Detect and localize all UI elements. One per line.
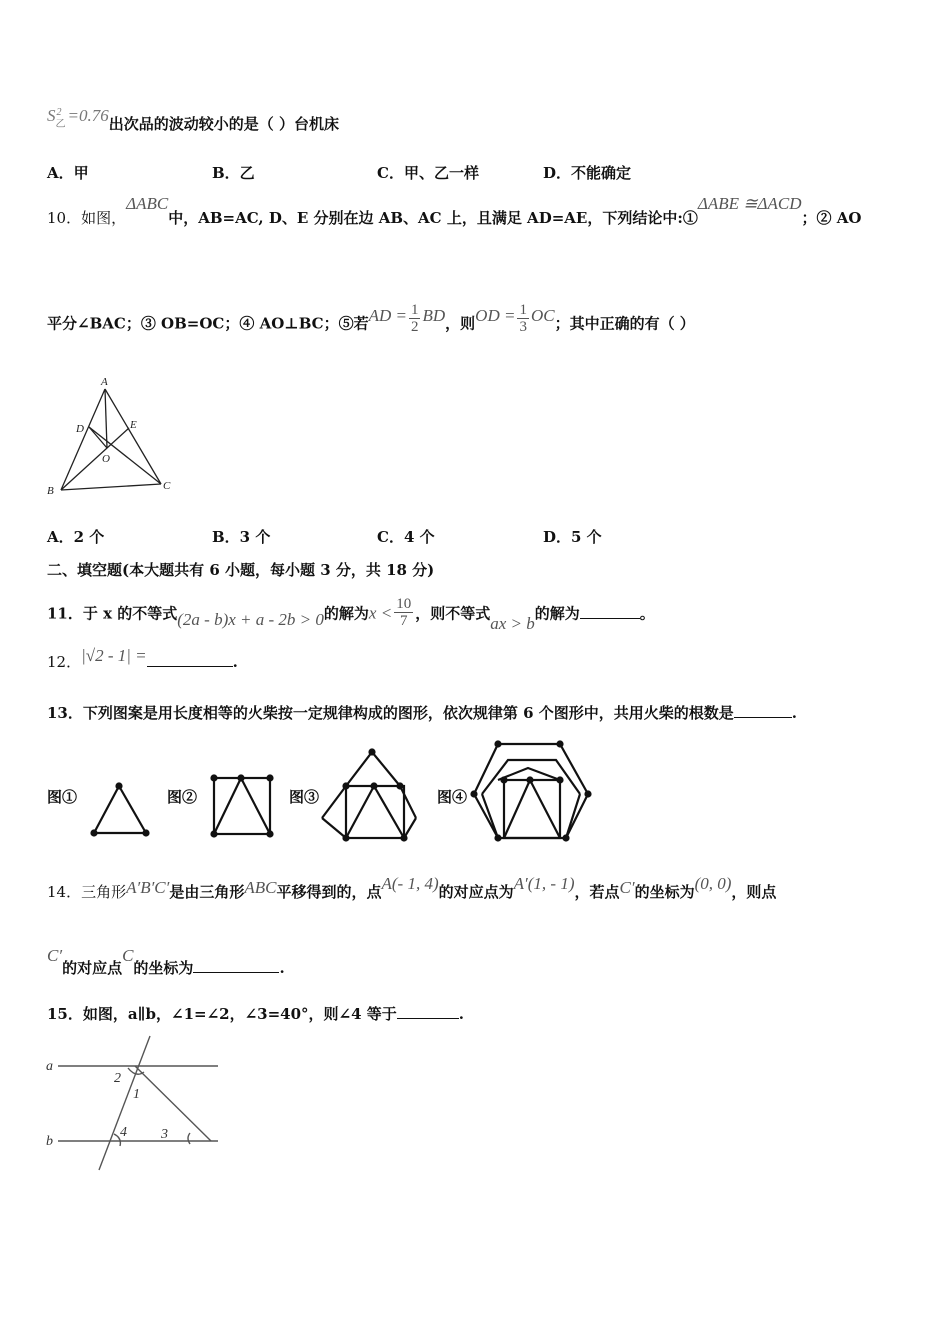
- q10-triangle: ΔABC: [126, 194, 169, 213]
- q9-option-d: D．不能确定: [543, 164, 632, 182]
- label-angle-3: 3: [161, 1127, 168, 1142]
- q11-text-3: ，则不等式: [415, 604, 491, 623]
- q14-text-9: 的坐标为: [133, 959, 194, 977]
- q11-line: [47, 598, 655, 631]
- q14-text-5: ，若点: [574, 883, 620, 901]
- q11-solution-left: x <: [368, 603, 393, 623]
- q10-od-left: OD =: [475, 305, 516, 325]
- matchstick-figure-4: [468, 732, 596, 848]
- label-line-b: b: [46, 1134, 53, 1149]
- label-e: E: [130, 419, 137, 431]
- q10-ad-fraction: $\frac{1}{2}$: [410, 302, 419, 335]
- label-o: O: [102, 453, 110, 465]
- q10-od-fraction: $\frac{1}{3}$: [519, 302, 527, 335]
- q13-label-3: 图③: [289, 788, 320, 806]
- matchstick-figure-2: [208, 772, 280, 840]
- q10-text-1: 中，AB=AC, D、E 分别在边 AB、AC 上，且满足 AD=AE，下列结论中:①: [168, 209, 698, 227]
- q9-option-a: A．甲: [47, 164, 89, 182]
- q10-line-1: [47, 194, 862, 228]
- q14-point-c-prime: C′: [619, 878, 635, 897]
- q11-text-2: 的解为: [323, 604, 369, 623]
- label-a: A: [101, 376, 108, 388]
- q11-solution-fraction: $\frac{10}{7}$: [396, 596, 412, 629]
- q12-number: 12．: [47, 653, 82, 671]
- q12-end: .: [232, 653, 238, 671]
- q14-point-a-prime: A′(1, - 1): [513, 874, 575, 893]
- q14-line-1: [47, 874, 777, 902]
- q14-origin: (0, 0): [694, 874, 732, 893]
- q13-label-2: 图②: [167, 788, 198, 806]
- q10-option-a: A．2 个: [47, 528, 105, 546]
- q11-end: 。: [639, 604, 655, 623]
- q15-end: .: [458, 1005, 465, 1023]
- q10-option-d: D．5 个: [543, 528, 602, 546]
- q15-answer-blank[interactable]: [397, 1004, 459, 1019]
- q9-text: 出次品的波动较小的是（ ）台机床: [108, 115, 339, 133]
- q9-option-b: B．乙: [212, 164, 255, 182]
- q10-option-c: C．4 个: [377, 528, 435, 546]
- matchstick-figure-3: [318, 746, 422, 846]
- q13-label-1: 图①: [47, 788, 78, 806]
- label-c: C: [163, 480, 171, 492]
- q14-line-2: [47, 946, 285, 978]
- variance-symbol: S 2 乙 =0.76: [47, 106, 109, 130]
- q13-end: .: [791, 704, 797, 722]
- q14-text-8: 的对应点: [62, 959, 123, 977]
- q10-congruence: ΔABE ≅ΔACD: [697, 194, 802, 213]
- q11-inequality-2: ax > b: [490, 613, 535, 633]
- q13-answer-blank[interactable]: [734, 703, 792, 718]
- q9-line: [47, 106, 339, 133]
- q11-text-1: 11．于 x 的不等式: [47, 604, 178, 623]
- q11-answer-blank[interactable]: [580, 604, 640, 619]
- q11-text-4: 的解为: [534, 604, 580, 623]
- q10-number: 10．如图，: [47, 209, 127, 227]
- label-angle-2: 2: [114, 1071, 121, 1086]
- label-angle-1: 1: [133, 1087, 140, 1102]
- q15-line: [47, 1004, 464, 1024]
- q12-answer-blank[interactable]: [147, 652, 233, 667]
- q15-parallel-lines-figure: [40, 1034, 226, 1176]
- q11-inequality: (2a - b)x + a - 2b > 0: [177, 609, 324, 629]
- q10-text-5: ；其中正确的有（ ）: [554, 314, 695, 333]
- q13-label-4: 图④: [437, 788, 468, 806]
- q14-point-a: A(- 1, 4): [381, 874, 439, 893]
- q10-text-4: ，则: [445, 314, 476, 333]
- q10-line-2: [47, 302, 695, 341]
- q14-point-c-prime-2: C′: [47, 946, 63, 965]
- q14-triangle-1: A′B′C′: [126, 878, 170, 897]
- q10-option-b: B．3 个: [212, 528, 271, 546]
- q12-line: [47, 646, 238, 672]
- q10-text-3: 平分∠BAC；③ OB=OC；④ AO⊥BC；⑤若: [47, 314, 369, 333]
- q14-text-1: 14．三角形: [47, 883, 127, 901]
- label-angle-4: 4: [120, 1125, 127, 1140]
- q10-ad-left: AD =: [368, 305, 407, 325]
- matchstick-figure-1: [88, 780, 154, 840]
- q12-expression: |√2 - 1| =: [81, 646, 147, 665]
- q14-answer-blank[interactable]: [193, 958, 279, 973]
- q9-option-c: C．甲、乙一样: [377, 164, 479, 182]
- label-b: B: [47, 485, 54, 497]
- q14-point-c: C: [122, 946, 134, 965]
- q14-text-4: 的对应点为: [438, 883, 514, 901]
- section-title: 二、填空题(本大题共有 6 小题，每小题 3 分，共 18 分): [47, 561, 435, 579]
- label-line-a: a: [46, 1059, 53, 1074]
- q15-text: 15．如图，a∥b，∠1=∠2，∠3=40°，则∠4 等于: [47, 1005, 397, 1023]
- q14-text-2: 是由三角形: [169, 883, 245, 901]
- q10-od-right: OC: [530, 305, 555, 325]
- q14-text-3: 平移得到的，点: [276, 883, 382, 901]
- q13-text: 13．下列图案是用长度相等的火柴按一定规律构成的图形，依次规律第 6 个图形中，共用火柴的根数是: [47, 704, 734, 722]
- q14-text-7: ，则点: [731, 883, 777, 901]
- q10-triangle-figure: [44, 372, 184, 502]
- q10-ad-right: BD: [422, 305, 446, 325]
- q14-end: .: [279, 959, 285, 977]
- q14-triangle-2: ABC: [244, 878, 277, 897]
- q10-text-2: ；② AO: [801, 209, 862, 227]
- label-d: D: [76, 423, 84, 435]
- q13-line: [47, 703, 797, 723]
- q14-text-6: 的坐标为: [634, 883, 695, 901]
